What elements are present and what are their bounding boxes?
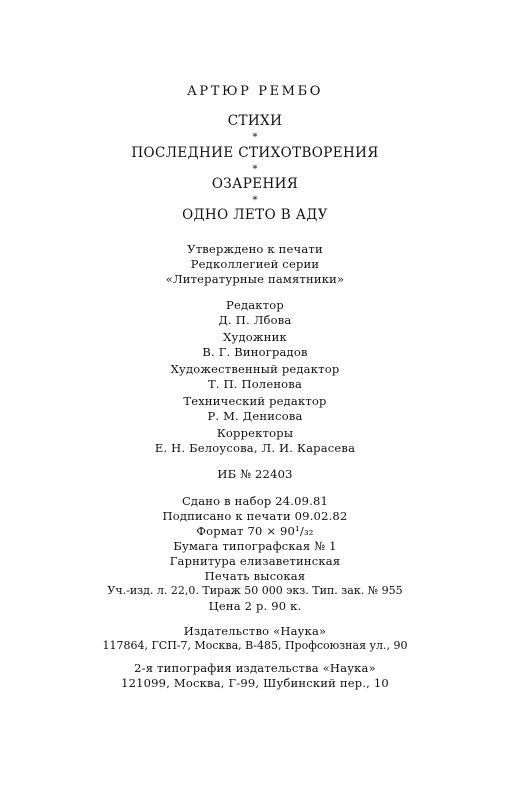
approval-line: Редколлегией серии <box>190 257 320 271</box>
print-info-line: Печать высокая <box>204 569 306 583</box>
work-title-poems: СТИХИ <box>227 113 283 129</box>
credit-name-editor: Д. П. Лбова <box>218 313 292 327</box>
approval-line: Утверждено к печати <box>187 242 323 256</box>
print-info-line: Гарнитура елизаветинская <box>169 554 341 568</box>
work-title-illuminations: ОЗАРЕНИЯ <box>211 176 299 192</box>
credit-name-proofreaders: Е. Н. Белоусова, Л. И. Карасева <box>154 441 356 455</box>
printer-name: 2-я типография издательства «Наука» <box>134 661 376 675</box>
separator-star: * <box>252 164 258 175</box>
work-title-season-in-hell: ОДНО ЛЕТО В АДУ <box>182 207 328 223</box>
work-title-last-poems: ПОСЛЕДНИЕ СТИХОТВОРЕНИЯ <box>131 145 379 161</box>
separator-star: * <box>252 195 258 206</box>
print-info-line: Подписано к печати 09.02.82 <box>162 509 348 523</box>
approval-line: «Литературные памятники» <box>165 272 345 286</box>
publisher-name: Издательство «Наука» <box>183 624 327 638</box>
credit-role-editor: Редактор <box>226 298 284 312</box>
credit-name-art-editor: Т. П. Поленова <box>207 377 303 391</box>
print-info-line: Цена 2 р. 90 к. <box>208 599 302 613</box>
separator-star: * <box>252 132 258 143</box>
credit-role-proofreaders: Корректоры <box>216 426 294 440</box>
credit-role-artist: Художник <box>223 330 287 344</box>
print-info-line: Формат 70 × 90¹/₃₂ <box>196 524 314 538</box>
print-info-line: Бумага типографская № 1 <box>173 539 337 553</box>
printer-address: 121099, Москва, Г-99, Шубинский пер., 10 <box>121 676 389 690</box>
ib-number: ИБ № 22403 <box>217 467 293 481</box>
credit-name-tech-editor: Р. М. Денисова <box>207 409 303 423</box>
print-info-line: Сдано в набор 24.09.81 <box>181 494 329 508</box>
credit-role-tech-editor: Технический редактор <box>183 394 327 408</box>
print-info-line: Уч.-изд. л. 22,0. Тираж 50 000 экз. Тип. зак. № 955 <box>107 584 403 597</box>
publisher-address: 117864, ГСП-7, Москва, В-485, Профсоюзная ул., 90 <box>102 639 408 652</box>
author-name: АРТЮР РЕМБО <box>186 84 323 99</box>
credit-role-art-editor: Художественный редактор <box>170 362 340 376</box>
credit-name-artist: В. Г. Виноградов <box>202 345 308 359</box>
